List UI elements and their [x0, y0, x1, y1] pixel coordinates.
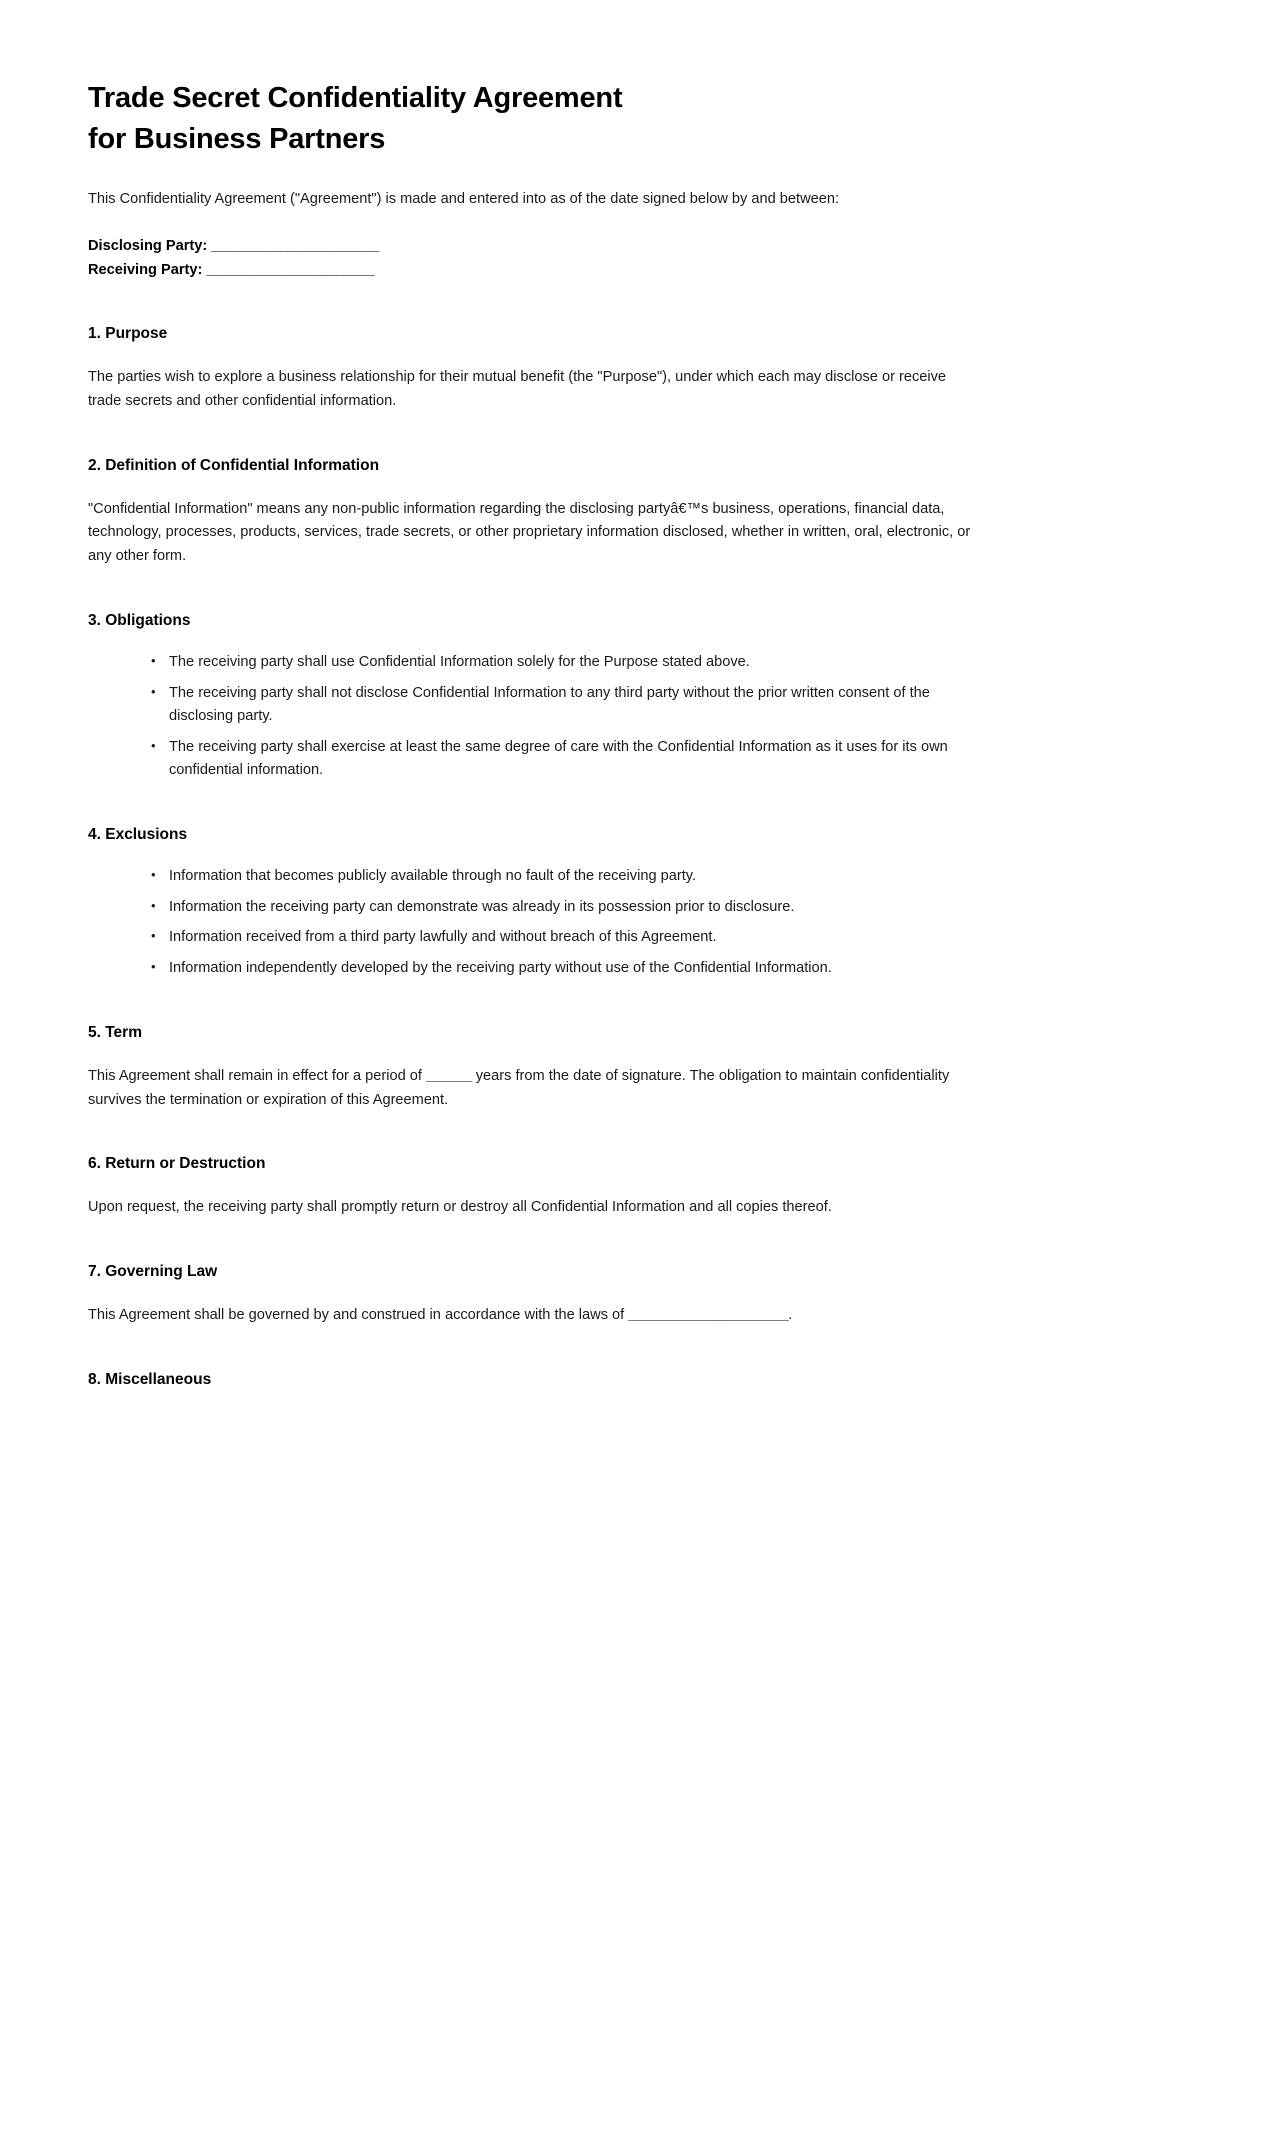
page-title-line-2: for Business Partners: [88, 123, 386, 156]
receiving-party-label: Receiving Party:: [88, 261, 203, 278]
page-title: [88, 78, 972, 160]
disclosing-party-line: [88, 235, 972, 259]
governing-law-jurisdiction-blank[interactable]: _____________________: [628, 1307, 789, 1324]
section-text-purpose: The parties wish to explore a business relationship for their mutual benefit (the "Purpose"), under which each may disclose or receive trade secrets and other confidential information.: [88, 369, 947, 410]
list-item: • Information that becomes publicly available through no fault of the receiving party.: [151, 865, 972, 889]
list-item: • The receiving party shall not disclose Confidential Information to any third party without the prior written consent of the disclosing party.: [151, 682, 972, 729]
page-title-line-1: Trade Secret Confidentiality Agreement: [88, 82, 623, 114]
receiving-party-line: [88, 259, 972, 283]
section-heading-definition: 2. Definition of Confidential Information: [88, 456, 380, 474]
receiving-party-blank[interactable]: ______________________: [206, 261, 374, 278]
section-heading-governing-law: 7. Governing Law: [88, 1262, 218, 1280]
obligations-list: [88, 651, 972, 783]
governing-law-text-before-blank: This Agreement shall be governed by and construed in accordance with the laws of: [88, 1307, 629, 1324]
exclusions-list: [88, 865, 972, 981]
section-text-return-destruction: Upon request, the receiving party shall promptly return or destroy all Confidential Information and all copies thereof.: [88, 1199, 832, 1216]
governing-law-text-after-blank: .: [788, 1307, 793, 1324]
list-item: • Information the receiving party can demonstrate was already in its possession prior to disclosure.: [151, 896, 972, 920]
term-text-after-blank: years from the date of signature. The obligation to maintain confidentiality survives the termination or expiration of this Agreement.: [88, 1067, 950, 1108]
disclosing-party-blank[interactable]: ______________________: [211, 237, 379, 254]
section-text-term: [88, 1065, 972, 1112]
section-heading-exclusions: 4. Exclusions: [88, 826, 188, 844]
section-heading-term: 5. Term: [88, 1023, 142, 1041]
section-text-definition: "Confidential Information" means any non-public information regarding the disclosing partyâ€™s business, operations, financial data, technology, processes, products, services, trade secrets, or other proprietary information disclosed, whether in written, oral, electronic, or any other form.: [88, 500, 971, 565]
list-item: • Information received from a third party lawfully and without breach of this Agreement.: [151, 926, 972, 950]
section-heading-obligations: 3. Obligations: [88, 611, 191, 629]
section-heading-miscellaneous: 8. Miscellaneous: [88, 1370, 212, 1388]
section-text-governing-law: [88, 1304, 972, 1328]
list-item: • Information independently developed by the receiving party without use of the Confidential Information.: [151, 957, 972, 981]
term-years-blank[interactable]: ______: [426, 1067, 472, 1084]
list-item: • The receiving party shall exercise at least the same degree of care with the Confidential Information as it uses for its own confidential information.: [151, 736, 972, 783]
section-heading-return-destruction: 6. Return or Destruction: [88, 1155, 266, 1173]
parties-block: [88, 235, 972, 282]
disclosing-party-label: Disclosing Party:: [88, 237, 208, 254]
document-body: [88, 78, 972, 2090]
list-item: • The receiving party shall use Confidential Information solely for the Purpose stated above.: [151, 651, 972, 675]
page-bottom-whitespace: [88, 1390, 972, 2090]
term-text-before-blank: This Agreement shall remain in effect for a period of: [88, 1067, 426, 1084]
intro-paragraph: This Confidentiality Agreement ("Agreement") is made and entered into as of the date signed below by and between:: [88, 191, 840, 208]
section-heading-purpose: 1. Purpose: [88, 325, 168, 343]
